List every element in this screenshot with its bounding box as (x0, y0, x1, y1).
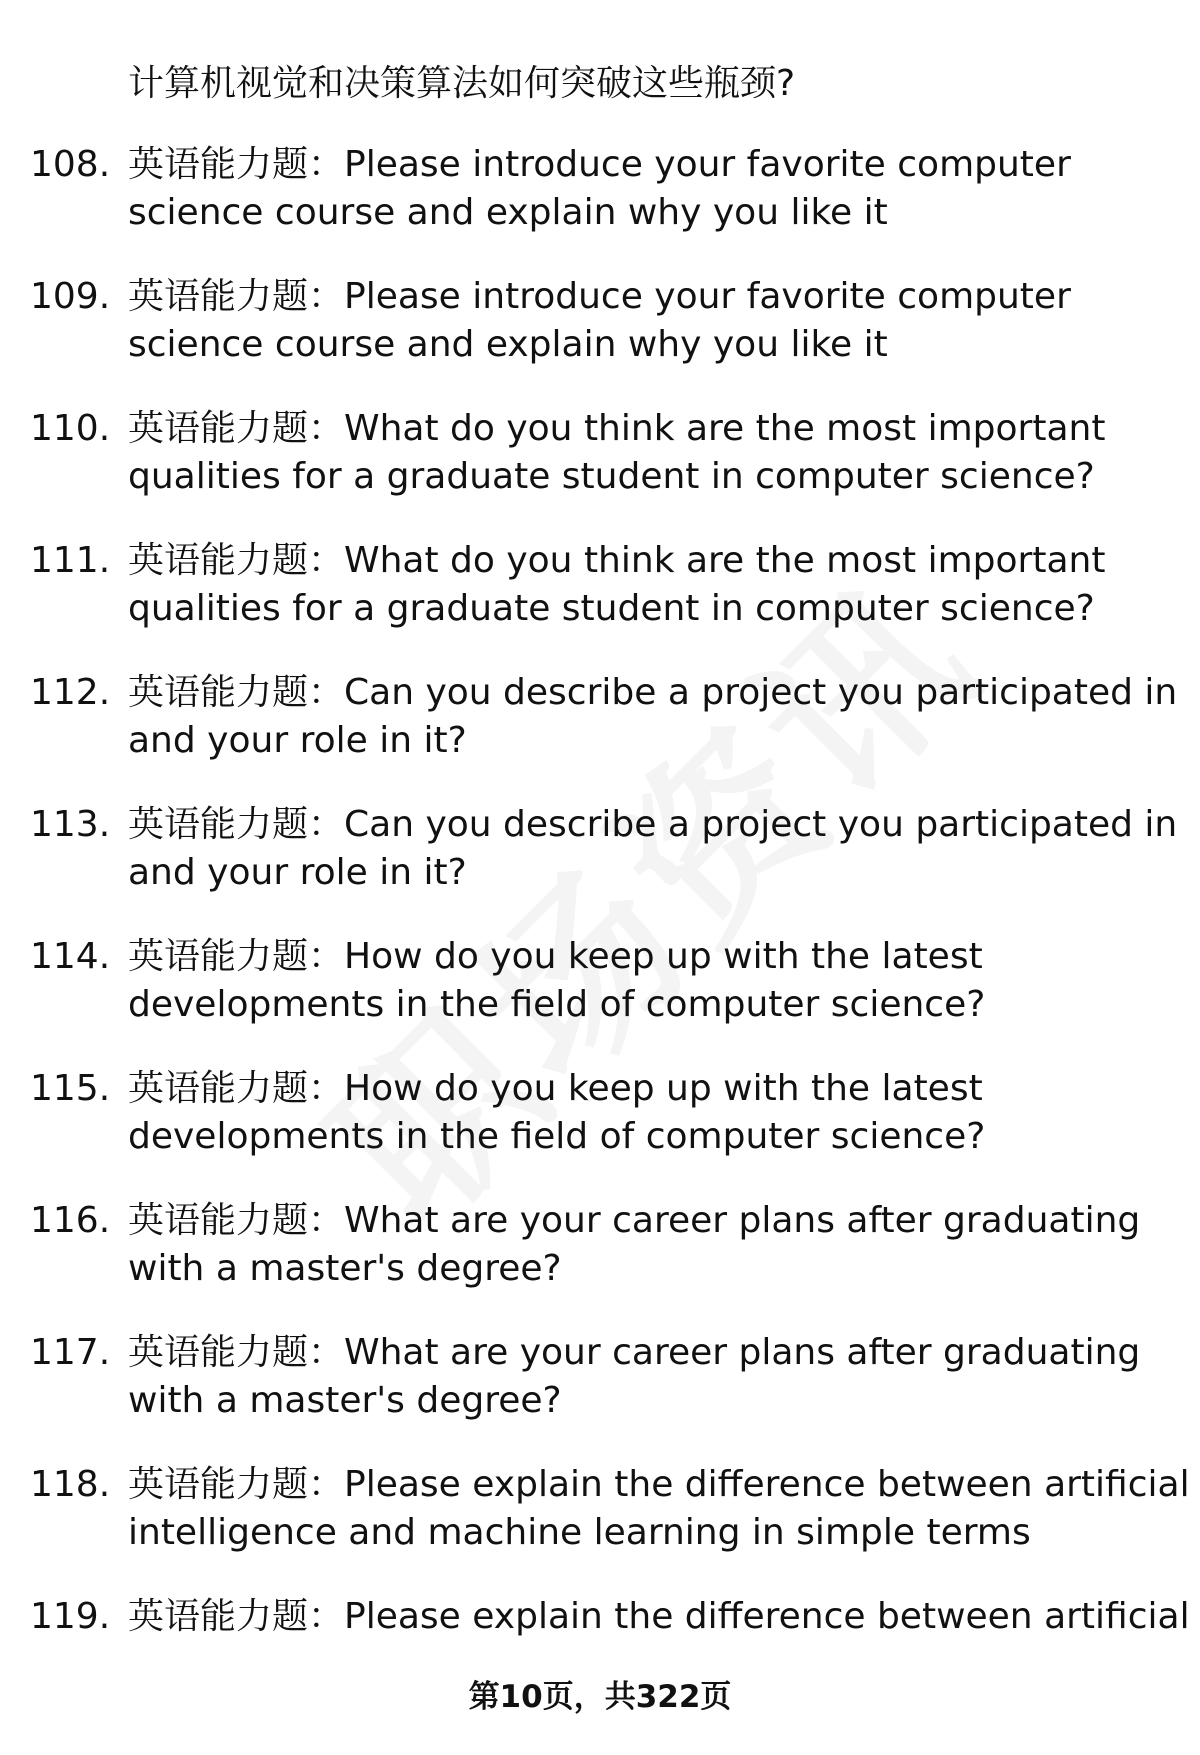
question-number: 112. (30, 672, 111, 713)
continuation-text: 计算机视觉和决策算法如何突破这些瓶颈? (128, 63, 796, 104)
question-line: 英语能力题：What do you think are the most important (128, 408, 1106, 449)
question-item (30, 933, 1170, 1065)
question-item (30, 1065, 1170, 1197)
question-item (30, 1197, 1170, 1329)
question-text (128, 1329, 1173, 1425)
page-footer: 第10页，共322页 (468, 1679, 732, 1715)
question-number: 108. (30, 144, 111, 185)
question-line: 英语能力题：Please introduce your favorite computer (128, 276, 1071, 317)
question-line: 英语能力题：Can you describe a project you participated in (128, 804, 1178, 845)
question-text (128, 1197, 1173, 1293)
question-line: science course and explain why you like it (128, 324, 888, 365)
question-line: and your role in it? (128, 720, 467, 761)
question-list (30, 141, 1190, 1725)
question-item (30, 405, 1170, 537)
question-text (128, 933, 1173, 1029)
question-text (128, 405, 1173, 501)
question-number: 111. (30, 540, 111, 581)
question-line: intelligence and machine learning in simple terms (128, 1512, 1031, 1553)
question-line: with a master's degree? (128, 1380, 562, 1421)
question-line: 英语能力题：Please introduce your favorite computer (128, 144, 1071, 185)
question-number: 117. (30, 1332, 111, 1373)
question-text (128, 1593, 1190, 1641)
question-text (128, 1461, 1190, 1557)
question-number: 110. (30, 408, 111, 449)
question-line: 英语能力题：What do you think are the most important (128, 540, 1106, 581)
question-line: 英语能力题：Can you describe a project you participated in (128, 672, 1178, 713)
question-line: 英语能力题：Please explain the difference between artificial (128, 1464, 1190, 1505)
question-item (30, 273, 1170, 405)
question-line: 英语能力题：How do you keep up with the latest (128, 1068, 983, 1109)
question-item (30, 1461, 1190, 1593)
question-number: 118. (30, 1464, 111, 1505)
question-item (30, 1329, 1170, 1461)
question-line: qualities for a graduate student in computer science? (128, 588, 1095, 629)
question-number: 114. (30, 936, 111, 977)
question-text (128, 141, 1173, 237)
question-item (30, 669, 1178, 801)
question-text (128, 801, 1178, 897)
question-text (128, 669, 1178, 765)
question-number: 116. (30, 1200, 111, 1241)
question-item (30, 537, 1170, 669)
question-item (30, 801, 1178, 933)
question-text (128, 273, 1173, 369)
question-number: 109. (30, 276, 111, 317)
question-line: developments in the field of computer science? (128, 1116, 986, 1157)
question-line: 英语能力题：What are your career plans after graduating (128, 1332, 1141, 1373)
question-number: 119. (30, 1596, 111, 1637)
question-number: 115. (30, 1068, 111, 1109)
question-number: 113. (30, 804, 111, 845)
question-text (128, 1065, 1173, 1161)
question-line: science course and explain why you like it (128, 192, 888, 233)
question-line: with a master's degree? (128, 1248, 562, 1289)
question-line: 英语能力题：Please explain the difference between artificial (128, 1596, 1190, 1637)
question-line: qualities for a graduate student in computer science? (128, 456, 1095, 497)
question-line: 英语能力题：What are your career plans after graduating (128, 1200, 1141, 1241)
question-item (30, 141, 1170, 273)
question-line: 英语能力题：How do you keep up with the latest (128, 936, 983, 977)
question-line: and your role in it? (128, 852, 467, 893)
question-text (128, 537, 1173, 633)
question-line: developments in the field of computer science? (128, 984, 986, 1025)
